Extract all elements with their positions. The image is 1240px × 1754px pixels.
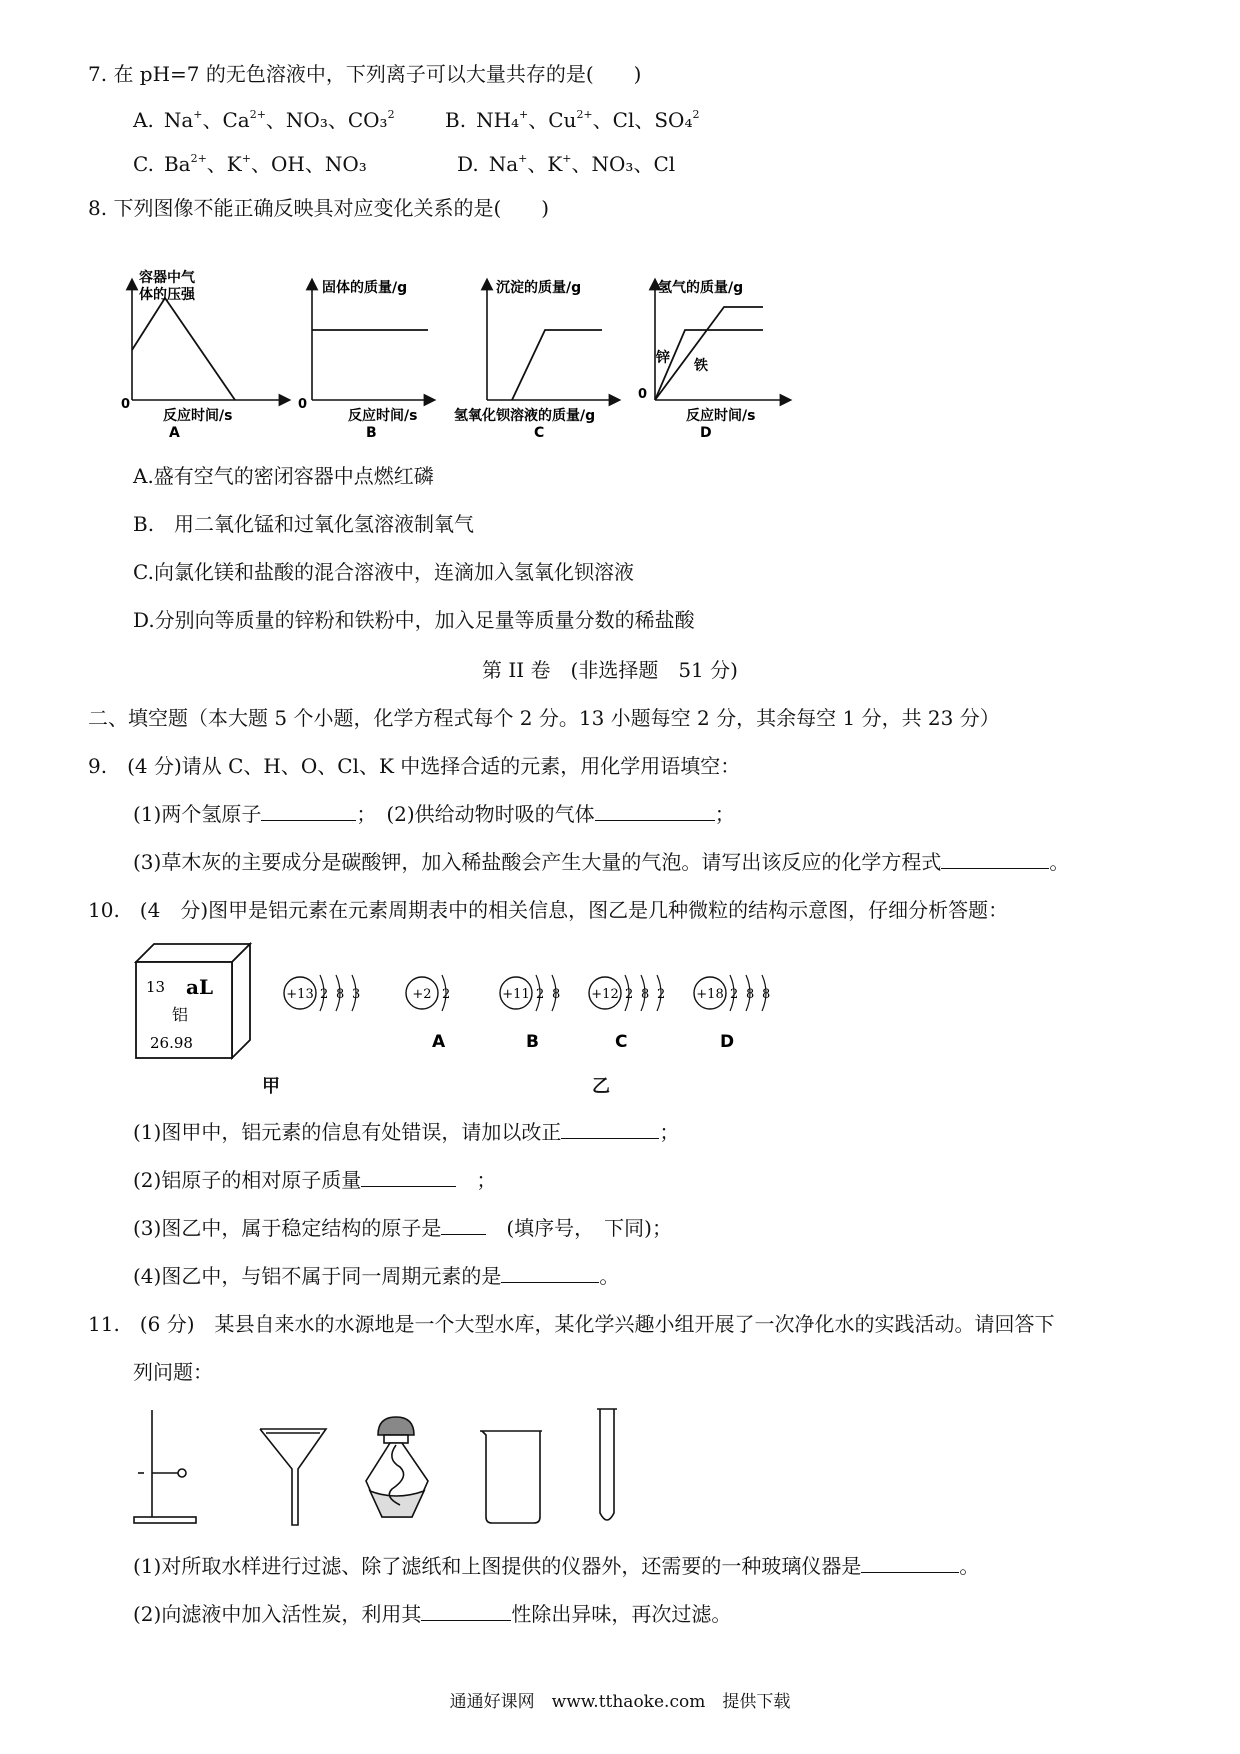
q8-chart-c: [450, 272, 630, 442]
nucleus-charge: +12: [591, 987, 619, 1002]
q9-part3-label: (3)草木灰的主要成分是碳酸钾，加入稀盐酸会产生大量的气泡。请写出该反应的化学方程式: [133, 850, 942, 874]
atomic-number: 13: [146, 978, 166, 996]
ion: $Ca^{2+}$: [222, 108, 266, 132]
q9-stem: 9. (4 分)请从 C、H、O、Cl、K 中选择合适的元素，用化学用语填空：: [88, 754, 741, 778]
q10-punct: ；: [659, 1120, 680, 1144]
q11-blank-1[interactable]: [861, 1552, 959, 1573]
ion: NO₃: [285, 108, 328, 132]
q9-punct: 。: [1049, 850, 1070, 874]
ion: NO₃: [591, 152, 634, 176]
chart-letter: C: [534, 425, 545, 441]
q7-option-a: A. Na+、$Ca^{2+}$、NO₃、CO₃$^2$: [133, 108, 395, 132]
q7-stem: 7. 在 pH=7 的无色溶液中，下列离子可以大量共存的是( ): [88, 62, 642, 86]
electron-count: 3: [352, 987, 361, 1002]
q8-chart-b: [300, 272, 435, 442]
electron-count: 2: [320, 987, 329, 1002]
electron-count: 2: [730, 987, 739, 1002]
electron-count: 2: [442, 987, 451, 1002]
q10-punct: ；: [456, 1168, 497, 1192]
q9-punct: ；: [714, 802, 735, 826]
ion: Na+: [163, 108, 203, 132]
option-letter: A.: [133, 108, 154, 132]
series-label-iron: 铁: [694, 358, 708, 374]
q10-line-1: [133, 1118, 679, 1146]
x-label: 氢氧化钡溶液的质量/g: [454, 408, 596, 424]
q10-blank-4[interactable]: [501, 1262, 599, 1283]
chart-letter: B: [366, 425, 377, 441]
q11-line-2: [133, 1600, 731, 1628]
q7-option-c: C. $Ba^{2+}$、K+、OH、NO₃: [133, 152, 367, 176]
q10-stem: 10. (4 分)图甲是铝元素在元素周期表中的相关信息，图乙是几种微粒的结构示意图，仔细分析答题：: [88, 898, 1009, 922]
ion: Cl: [653, 152, 676, 176]
q10-part2-label: (2)铝原子的相对原子质量: [133, 1168, 362, 1192]
ion: Na+: [488, 152, 528, 176]
option-letter: C.: [133, 152, 154, 176]
diagram-letter: D: [720, 1032, 735, 1052]
q11-blank-2[interactable]: [421, 1600, 511, 1621]
ion: $Cu^{2+}$: [548, 108, 593, 132]
y-label: 容器中气: [139, 270, 195, 286]
q11-punct: 。: [959, 1554, 980, 1578]
y-label: 固体的质量/g: [322, 280, 408, 296]
diagram-letter: A: [432, 1032, 446, 1052]
nucleus-charge: +13: [286, 987, 314, 1002]
q8-option-a: A.盛有空气的密闭容器中点燃红磷: [133, 464, 434, 488]
chart-letter: D: [700, 425, 712, 441]
ion: K+: [226, 152, 251, 176]
q10-blank-1[interactable]: [561, 1118, 659, 1139]
q10-blank-2[interactable]: [361, 1166, 456, 1187]
section-title: 第 II 卷 (非选择题 51 分): [482, 658, 738, 682]
q10-line-2: [133, 1166, 496, 1194]
electron-count: 8: [336, 987, 345, 1002]
y-label: 氢气的质量/g: [658, 280, 744, 296]
ion: NH₄+: [476, 108, 529, 132]
q10-line-3: [133, 1214, 672, 1242]
q9-part2-label: ； (2)供给动物时吸的气体: [356, 802, 595, 826]
ion: K+: [547, 152, 572, 176]
cube-top: [136, 944, 250, 962]
series-label-zinc: 锌: [656, 350, 670, 366]
iron-stand-icon: [134, 1410, 196, 1523]
electron-count: 2: [536, 987, 545, 1002]
ion: $Ba^{2+}$: [163, 152, 207, 176]
cube-side: [232, 944, 250, 1058]
q10-part3-label: (3)图乙中，属于稳定结构的原子是: [133, 1216, 442, 1240]
element-symbol: aL: [186, 975, 214, 999]
q11-line-1: [133, 1552, 979, 1580]
atom-structure-al: [284, 975, 360, 1011]
periodic-cell-jia: [130, 940, 255, 1065]
part2-heading: 二、填空题（本大题 5 个小题，化学方程式每个 2 分。13 小题每空 2 分，其余每空 1 分，共 23 分）: [88, 706, 1000, 730]
q9-blank-3[interactable]: [941, 848, 1049, 869]
electron-count: 2: [657, 987, 666, 1002]
iron-line: [655, 307, 763, 400]
lab-apparatus: [130, 1405, 720, 1535]
option-letter: D.: [457, 152, 479, 176]
option-letter: B.: [445, 108, 467, 132]
x-label: 反应时间/s: [686, 408, 756, 424]
origin-label: 0: [121, 397, 131, 412]
ion: SO₄$^2$: [654, 108, 700, 132]
origin-label: 0: [298, 397, 308, 412]
q8-chart-a: [121, 270, 290, 442]
chart-letter: A: [169, 425, 180, 441]
x-label: 反应时间/s: [163, 408, 233, 424]
q8-option-d: D.分别向等质量的锌粉和铁粉中，加入足量等质量分数的稀盐酸: [133, 608, 695, 632]
label-yi: 乙: [592, 1076, 610, 1097]
ion: OH: [270, 152, 305, 176]
q10-line-4: [133, 1262, 619, 1290]
alcohol-lamp-icon: [366, 1417, 428, 1517]
atom-structure-D: [694, 975, 770, 1052]
q10-part3-note: (填序号， 下同)；: [486, 1216, 672, 1240]
q11-part2-label: (2)向滤液中加入活性炭，利用其: [133, 1602, 422, 1626]
electron-count: 8: [746, 987, 755, 1002]
q9-part1-label: (1)两个氢原子: [133, 802, 262, 826]
q10-part4-label: (4)图乙中，与铝不属于同一周期元素的是: [133, 1264, 502, 1288]
q8-option-c: C.向氯化镁和盐酸的混合溶液中，连滴加入氢氧化钡溶液: [133, 560, 634, 584]
atom-structure-C: [589, 975, 665, 1052]
ion: NO₃: [324, 152, 367, 176]
q10-blank-3[interactable]: [441, 1214, 486, 1235]
test-tube-icon: [597, 1409, 617, 1520]
structure-diagrams-yi: [280, 955, 840, 1055]
q9-line-1: [133, 800, 735, 828]
electron-count: 8: [762, 987, 771, 1002]
q11-part2-tail: 性除出异味，再次过滤。: [511, 1602, 732, 1626]
q11-stem: 11. (6 分) 某县自来水的水源地是一个大型水库，某化学兴趣小组开展了一次净化水的实践活动。请回答下: [88, 1312, 1055, 1336]
beaker-icon: [480, 1431, 542, 1523]
y-label: 沉淀的质量/g: [496, 280, 582, 296]
atom-structure-A: [406, 975, 450, 1052]
diagram-letter: B: [526, 1032, 539, 1052]
nucleus-charge: +2: [412, 987, 432, 1002]
electron-count: 8: [552, 987, 561, 1002]
q8-stem: 8. 下列图像不能正确反映具对应变化关系的是( ): [88, 196, 550, 220]
atomic-mass: 26.98: [150, 1034, 193, 1052]
q10-part1-label: (1)图甲中，铝元素的信息有处错误，请加以改正: [133, 1120, 562, 1144]
q9-blank-1[interactable]: [261, 800, 356, 821]
electron-count: 8: [641, 987, 650, 1002]
nucleus-charge: +11: [502, 987, 530, 1002]
y-label: 体的压强: [139, 287, 195, 303]
origin-label: 0: [638, 387, 648, 402]
nucleus-charge: +18: [696, 987, 724, 1002]
q9-blank-2[interactable]: [595, 800, 715, 821]
element-name: 铝: [172, 1005, 189, 1024]
diagram-letter: C: [615, 1032, 628, 1052]
q9-line-3: [133, 848, 1069, 876]
q10-punct: 。: [599, 1264, 620, 1288]
q11-part1-label: (1)对所取水样进行过滤、除了滤纸和上图提供的仪器外，还需要的一种玻璃仪器是: [133, 1554, 862, 1578]
q7-option-b: B. NH₄+、$Cu^{2+}$、Cl、SO₄$^2$: [445, 108, 700, 132]
q8-option-b: B. 用二氧化锰和过氧化氢溶液制氧气: [133, 512, 475, 536]
q7-option-d: D. Na+、K+、NO₃、Cl: [457, 152, 676, 176]
funnel-icon: [260, 1429, 326, 1525]
ion: CO₃$^2$: [347, 108, 395, 132]
q11-stem-cont: 列问题：: [133, 1360, 213, 1384]
q8-chart-d: [638, 272, 788, 442]
electron-count: 2: [625, 987, 634, 1002]
atom-structure-B: [500, 975, 560, 1052]
zinc-line: [655, 330, 763, 400]
label-jia: 甲: [262, 1076, 280, 1097]
pressure-line: [132, 298, 235, 400]
page-footer: 通通好课网 www.tthaoke.com 提供下载: [449, 1692, 791, 1712]
precipitate-line: [512, 330, 602, 400]
ion: Cl: [612, 108, 635, 132]
x-label: 反应时间/s: [348, 408, 418, 424]
